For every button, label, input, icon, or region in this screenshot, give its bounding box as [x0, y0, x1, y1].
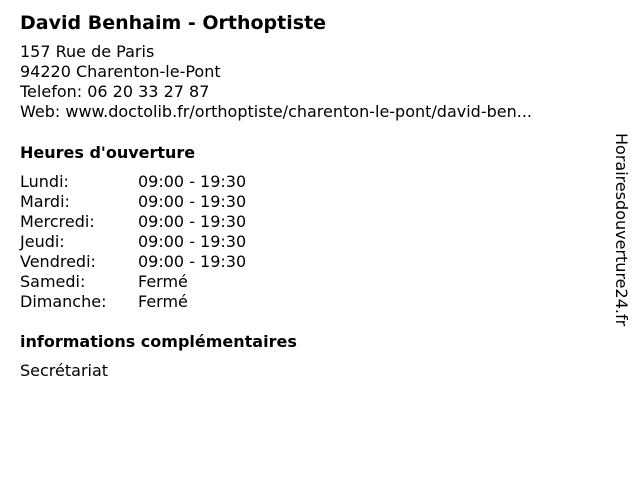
hours-time-value: 09:00 - 19:30: [138, 172, 247, 191]
additional-info-text: Secrétariat: [20, 361, 109, 380]
hours-row-tuesday: [20, 192, 590, 212]
phone-number: Telefon: 06 20 33 27 87: [20, 82, 210, 101]
hours-row-sunday: [20, 292, 590, 312]
brand-watermark: Horairesdouverture24.fr: [612, 133, 631, 327]
hours-time-value: 09:00 - 19:30: [138, 212, 247, 231]
website-url: Web: www.doctolib.fr/orthoptiste/charenton-le-pont/david-ben...: [20, 102, 533, 121]
hours-day-label: Mercredi:: [20, 212, 95, 231]
opening-hours-table: [20, 172, 590, 312]
hours-day-label: Jeudi:: [20, 232, 65, 251]
hours-row-wednesday: [20, 212, 590, 232]
business-card: [20, 9, 590, 381]
hours-day-label: Vendredi:: [20, 252, 96, 271]
page-title: David Benhaim - Orthoptiste: [20, 12, 327, 34]
additional-info-heading: informations complémentaires: [20, 332, 297, 351]
hours-row-friday: [20, 252, 590, 272]
hours-time-value: Fermé: [138, 272, 188, 291]
hours-row-thursday: [20, 232, 590, 252]
hours-time-value: 09:00 - 19:30: [138, 232, 247, 251]
opening-hours-heading: Heures d'ouverture: [20, 143, 196, 162]
hours-day-label: Dimanche:: [20, 292, 107, 311]
hours-row-saturday: [20, 272, 590, 292]
hours-day-label: Lundi:: [20, 172, 69, 191]
hours-time-value: 09:00 - 19:30: [138, 252, 247, 271]
hours-day-label: Mardi:: [20, 192, 70, 211]
hours-day-label: Samedi:: [20, 272, 86, 291]
city-address: 94220 Charenton-le-Pont: [20, 62, 221, 81]
hours-time-value: 09:00 - 19:30: [138, 192, 247, 211]
hours-row-monday: [20, 172, 590, 192]
address-block: [20, 42, 590, 122]
street-address: 157 Rue de Paris: [20, 42, 155, 61]
hours-time-value: Fermé: [138, 292, 188, 311]
